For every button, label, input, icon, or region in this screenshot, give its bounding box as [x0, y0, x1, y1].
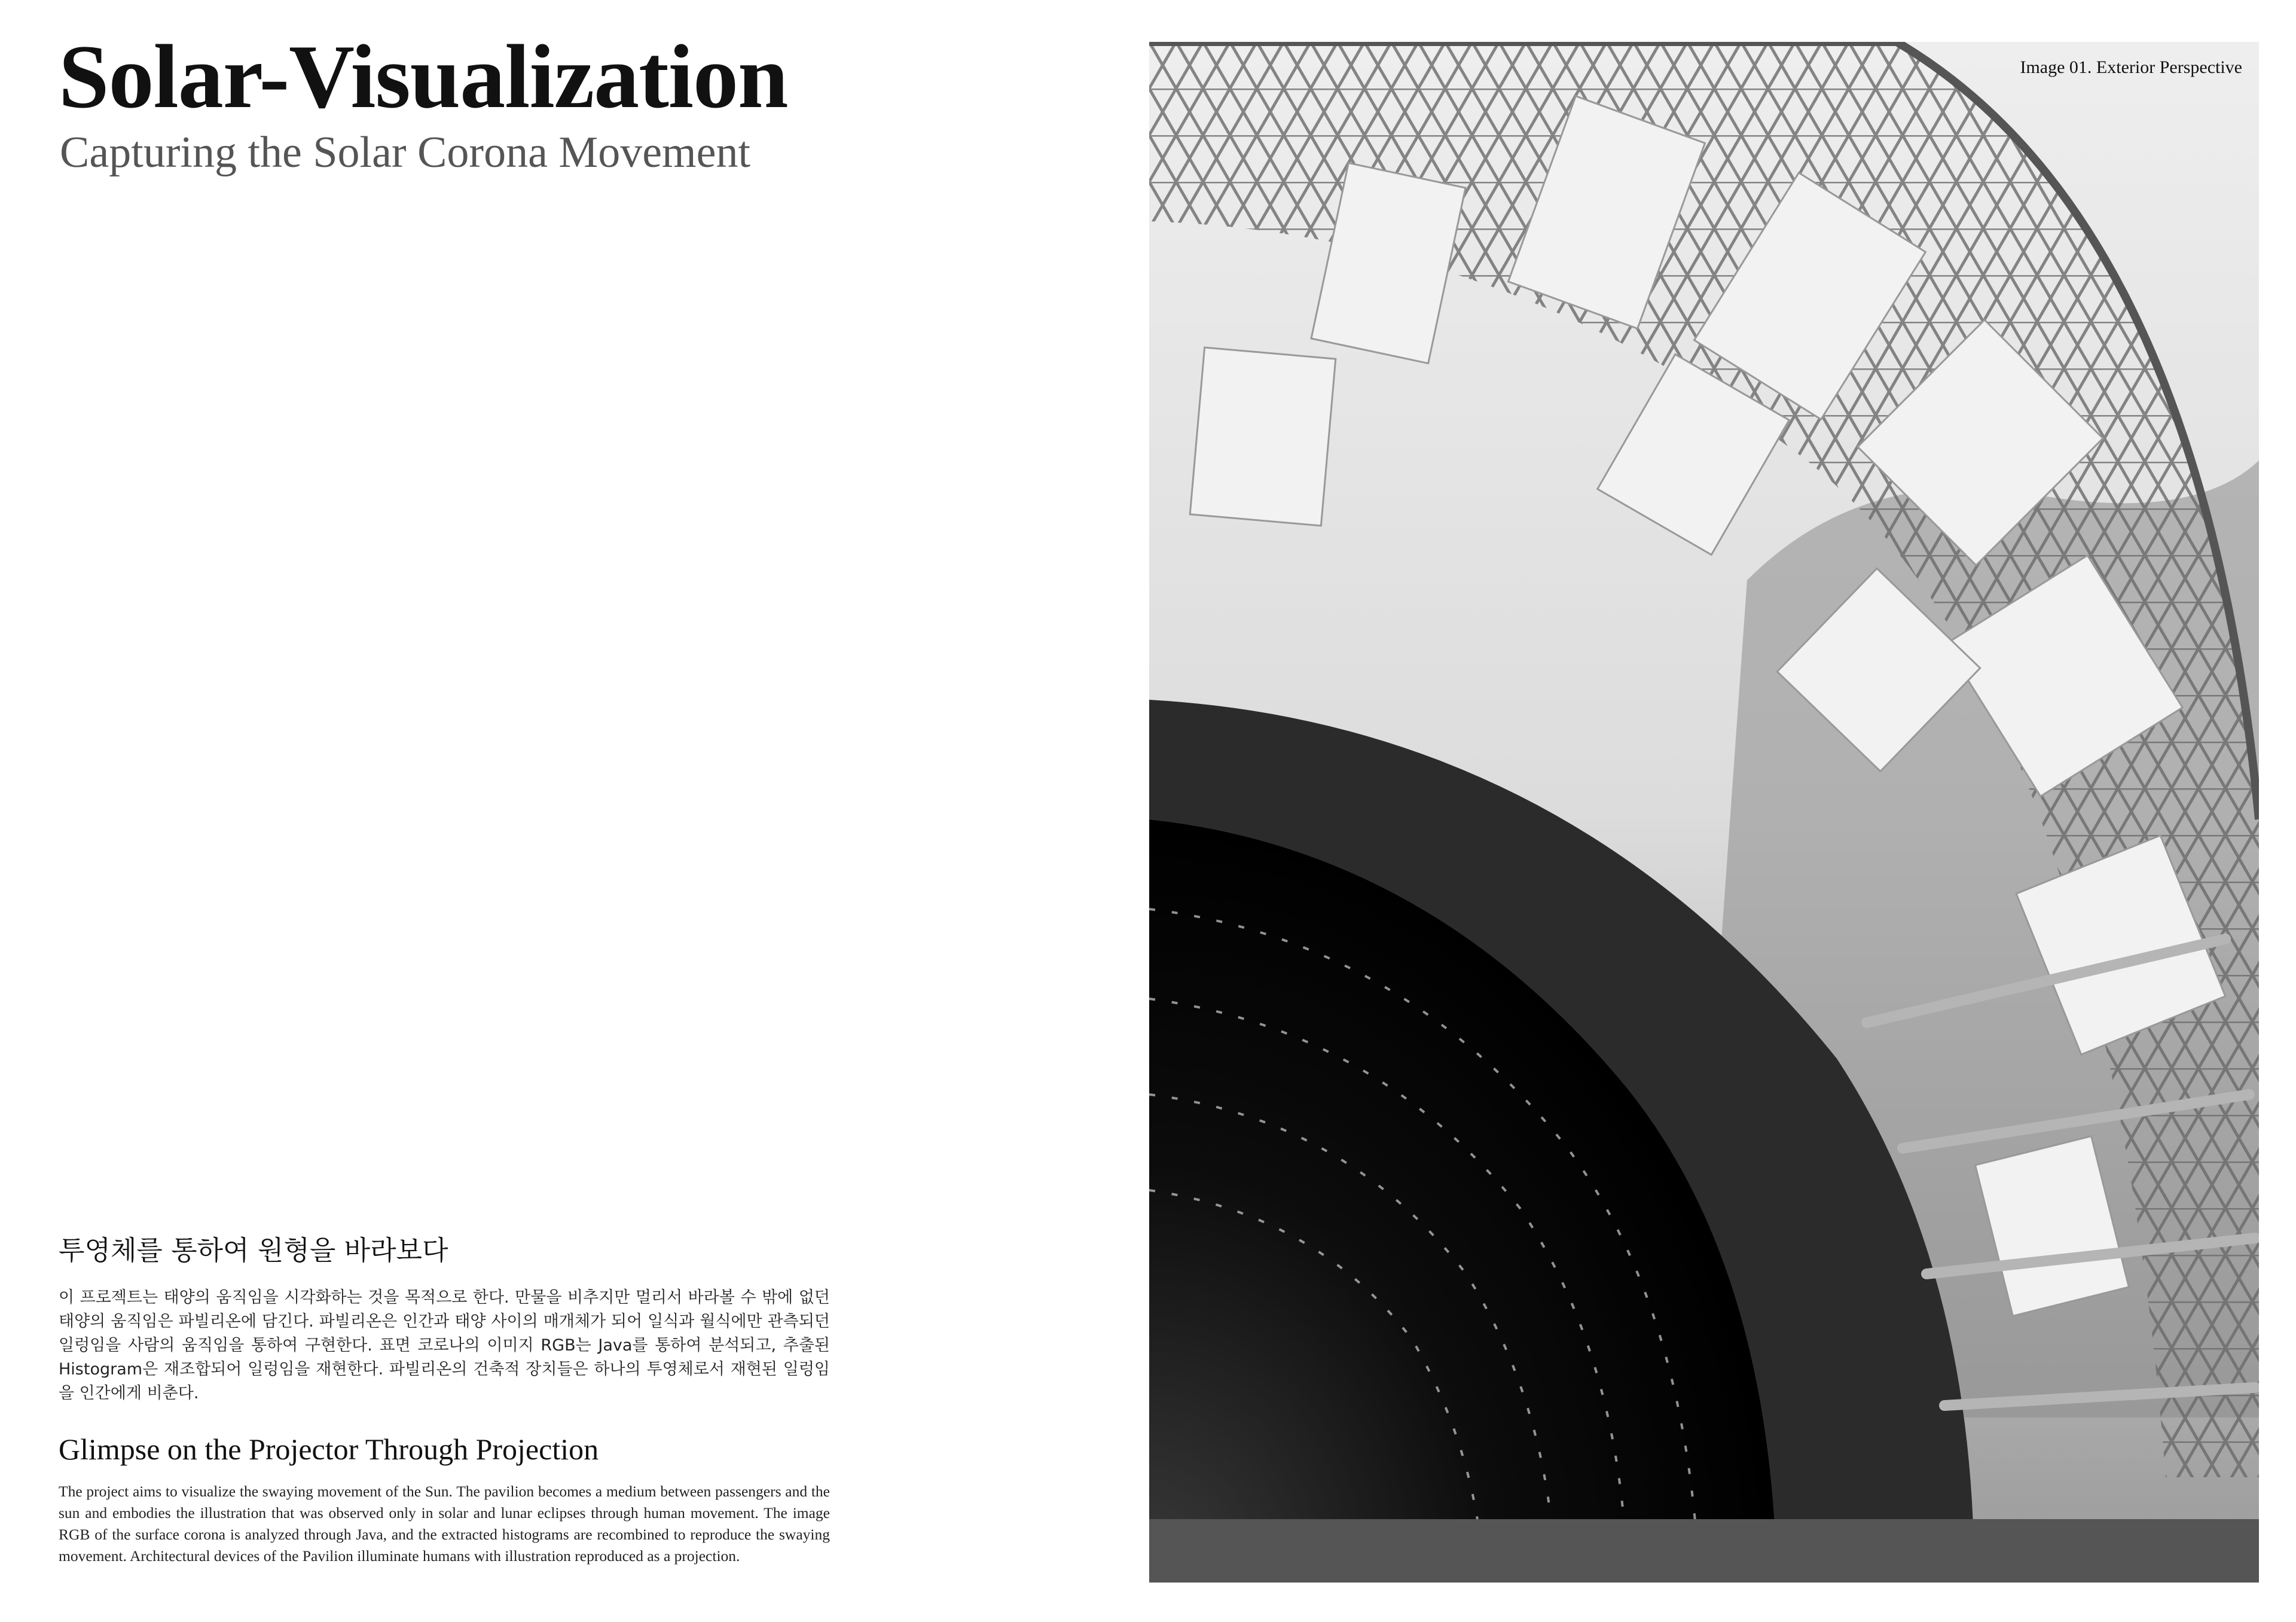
- pavilion-rendering-icon: [1149, 42, 2259, 1583]
- page-title: Solar-Visualization: [59, 26, 788, 127]
- english-heading: Glimpse on the Projector Through Projection: [59, 1432, 599, 1466]
- left-page: [0, 0, 1136, 1622]
- korean-body: 이 프로젝트는 태양의 움직임을 시각화하는 것을 목적으로 한다. 만물을 비추지만 멀리서 바라볼 수 밖에 없던 태양의 움직임은 파빌리온에 담긴다. 파빌리온은 인간과 태양 사이의 매개체가 되어 일식과 월식에만 관측되던 일렁임을 사람의 움직임을 통하여 구현한다. 표면 코로나의 이미지 RGB는 Java를 통하여 분석되고, 추출된 Histogram은 재조합되어 일렁임을 재현한다. 파빌리온의 건축적 장치들은 하나의 투영체로서 재현된 일렁임을 인간에게 비춘다.: [59, 1288, 830, 1403]
- korean-heading: 투영체를 통하여 원형을 바라보다: [59, 1234, 448, 1266]
- image-caption: Image 01. Exterior Perspective: [2020, 57, 2242, 77]
- page-subtitle: Capturing the Solar Corona Movement: [60, 128, 751, 177]
- exterior-perspective-image: [1149, 42, 2259, 1583]
- english-body: The project aims to visualize the swaying movement of the Sun. The pavilion becomes a medium between passengers and the sun and embodies the illustration that was observed only in solar and lunar eclipses through human movement. The image RGB of the surface corona is analyzed through Java, and the extracted histograms are recombined to reproduce the swaying movement. Architectural devices of the Pavilion illuminate humans with illustration reproduced as a projection.: [59, 1483, 830, 1565]
